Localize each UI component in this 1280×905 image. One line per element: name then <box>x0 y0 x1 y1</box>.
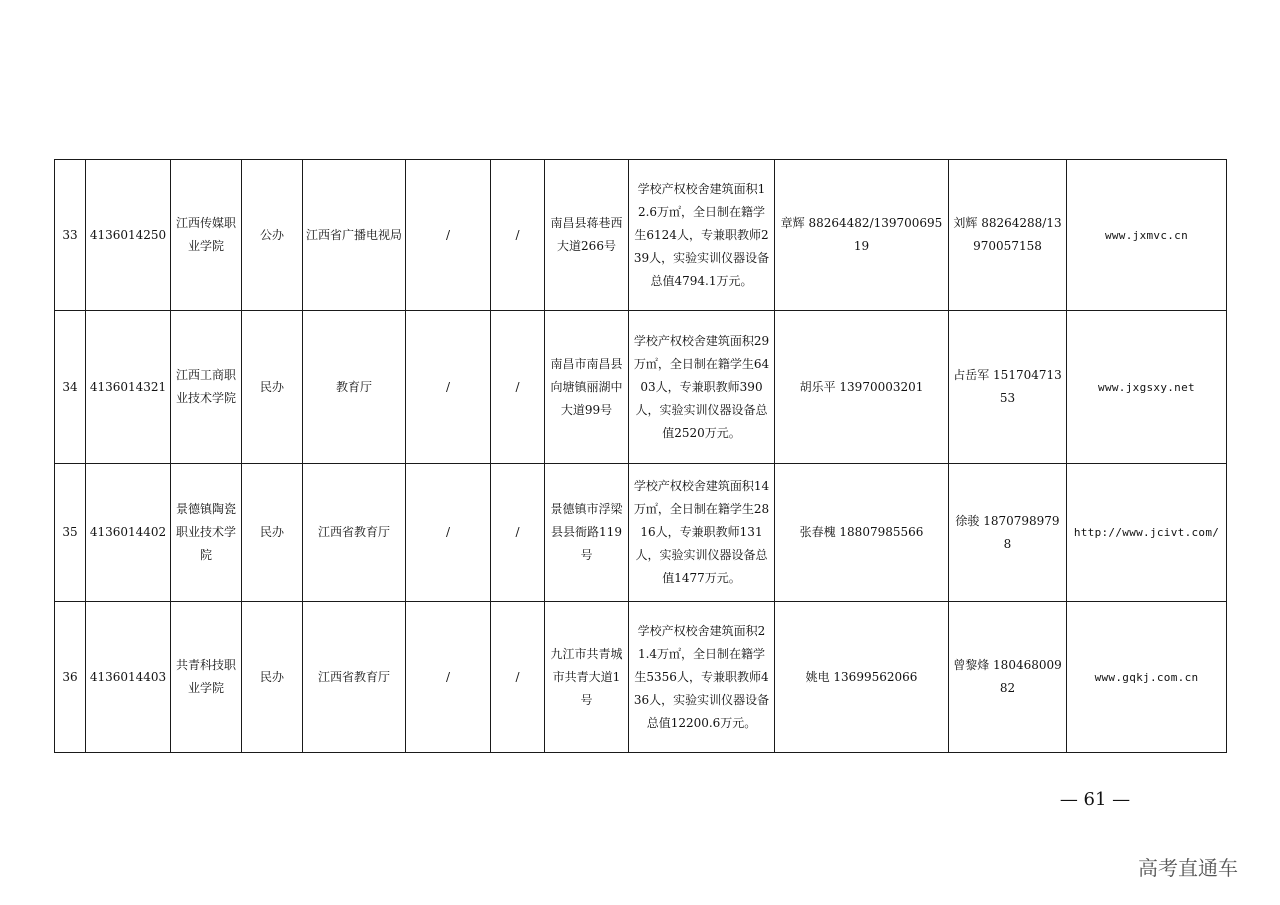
table-row <box>55 160 1227 311</box>
school-name-cell: 景德镇陶瓷职业技术学院 <box>171 464 242 602</box>
school-type-cell: 民办 <box>242 464 303 602</box>
contact-cell: 章辉 88264482/13970069519 <box>775 160 949 311</box>
slash-cell: / <box>491 602 545 753</box>
school-code-cell: 4136014321 <box>86 311 171 464</box>
website-cell: http://www.jcivt.com/ <box>1067 464 1227 602</box>
slash-cell: / <box>491 464 545 602</box>
table-row <box>55 311 1227 464</box>
conditions-cell: 学校产权校舍建筑面积29万㎡，全日制在籍学生6403人，专兼职教师390人，实验实训仪器设备总值2520万元。 <box>629 311 775 464</box>
slash-cell: / <box>406 464 491 602</box>
slash-cell: / <box>491 160 545 311</box>
website-cell: www.jxmvc.cn <box>1067 160 1227 311</box>
school-name-cell: 江西工商职业技术学院 <box>171 311 242 464</box>
website-cell: www.jxgsxy.net <box>1067 311 1227 464</box>
contact-cell: 曾黎烽 18046800982 <box>949 602 1067 753</box>
row-seq-cell: 36 <box>55 602 86 753</box>
school-type-cell: 公办 <box>242 160 303 311</box>
address-cell: 南昌县蒋巷西大道266号 <box>545 160 629 311</box>
table-row <box>55 602 1227 753</box>
school-name-cell: 共青科技职业学院 <box>171 602 242 753</box>
slash-cell: / <box>406 160 491 311</box>
school-type-cell: 民办 <box>242 602 303 753</box>
website-cell: www.gqkj.com.cn <box>1067 602 1227 753</box>
school-type-cell: 民办 <box>242 311 303 464</box>
address-cell: 景德镇市浮梁县县衙路119号 <box>545 464 629 602</box>
address-cell: 南昌市南昌县向塘镇丽湖中大道99号 <box>545 311 629 464</box>
page-number: — 61 — <box>1059 789 1131 810</box>
school-code-cell: 4136014402 <box>86 464 171 602</box>
conditions-cell: 学校产权校舍建筑面积21.4万㎡，全日制在籍学生5356人，专兼职教师436人，实验实训仪器设备总值12200.6万元。 <box>629 602 775 753</box>
conditions-cell: 学校产权校舍建筑面积14万㎡，全日制在籍学生2816人，专兼职教师131人，实验实训仪器设备总值1477万元。 <box>629 464 775 602</box>
slash-cell: / <box>406 311 491 464</box>
row-seq-cell: 35 <box>55 464 86 602</box>
contact-cell: 刘辉 88264288/13970057158 <box>949 160 1067 311</box>
address-cell: 九江市共青城市共青大道1号 <box>545 602 629 753</box>
authority-cell: 教育厅 <box>303 311 406 464</box>
authority-cell: 江西省教育厅 <box>303 602 406 753</box>
school-info-table <box>54 159 1227 753</box>
authority-cell: 江西省广播电视局 <box>303 160 406 311</box>
slash-cell: / <box>491 311 545 464</box>
contact-cell: 姚电 13699562066 <box>775 602 949 753</box>
school-code-cell: 4136014250 <box>86 160 171 311</box>
school-code-cell: 4136014403 <box>86 602 171 753</box>
contact-cell: 占岳军 15170471353 <box>949 311 1067 464</box>
row-seq-cell: 33 <box>55 160 86 311</box>
contact-cell: 徐骏 18707989798 <box>949 464 1067 602</box>
watermark: 高考直通车 <box>1138 856 1238 880</box>
table-row <box>55 464 1227 602</box>
authority-cell: 江西省教育厅 <box>303 464 406 602</box>
row-seq-cell: 34 <box>55 311 86 464</box>
contact-cell: 胡乐平 13970003201 <box>775 311 949 464</box>
school-name-cell: 江西传媒职业学院 <box>171 160 242 311</box>
contact-cell: 张春槐 18807985566 <box>775 464 949 602</box>
slash-cell: / <box>406 602 491 753</box>
conditions-cell: 学校产权校舍建筑面积12.6万㎡，全日制在籍学生6124人，专兼职教师239人，实验实训仪器设备总值4794.1万元。 <box>629 160 775 311</box>
